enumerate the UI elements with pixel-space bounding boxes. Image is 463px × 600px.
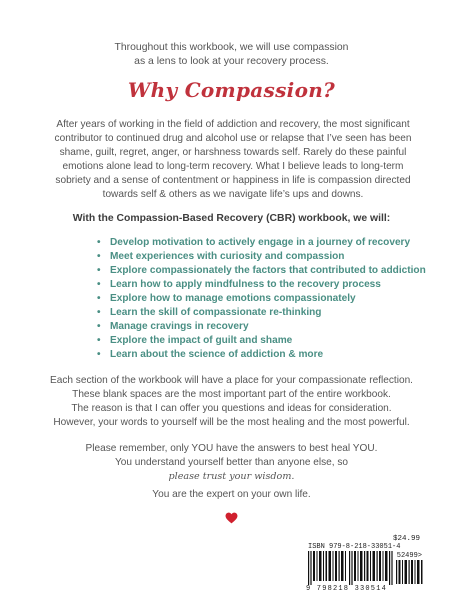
bullet-dot: • — [97, 320, 101, 332]
bullet-dot: • — [97, 264, 101, 276]
bullet-dot: • — [97, 237, 101, 248]
bullet-item — [97, 236, 426, 250]
closing-line: You are the expert on your own life. — [152, 489, 311, 500]
paragraph-line: sobriety and a sense of contentment or happiness in life is compassion directed — [55, 174, 411, 186]
paragraph-line: contributor to continued drug and alcohol use or relapse that I’ve seen has been — [54, 132, 412, 144]
bullet-item — [97, 292, 426, 306]
bullet-dot: • — [97, 250, 101, 262]
heart-icon — [225, 512, 238, 524]
bullet-item — [97, 334, 426, 348]
bullet-text: Learn how to apply mindfulness to the recovery process — [110, 278, 381, 290]
bullet-item — [97, 264, 426, 278]
bullet-item — [97, 306, 426, 320]
intro-line-1: Throughout this workbook, we will use compassion — [114, 42, 349, 53]
bullet-text: Meet experiences with curiosity and compassion — [110, 250, 345, 262]
section-heading: Why Compassion? — [127, 78, 336, 102]
bullet-dot: • — [97, 306, 101, 318]
bullet-dot: • — [97, 334, 101, 346]
paragraph-line: After years of working in the field of addiction and recovery, the most significant — [56, 119, 410, 130]
intro-text — [60, 41, 403, 69]
bullet-text: Explore how to manage emotions compassionately — [110, 292, 356, 304]
bullet-text: Learn the skill of compassionate re-thinking — [110, 306, 322, 318]
bullet-text: Develop motivation to actively engage in a journey of recovery — [110, 237, 411, 248]
bullet-item — [97, 320, 426, 334]
barcode-number: 9 798218 330514 — [306, 585, 388, 593]
paragraph-line — [30, 456, 433, 484]
addon-code: 52499> — [396, 552, 422, 560]
paragraph-line: The reason is that I can offer you questions and ideas for consideration. — [71, 403, 392, 414]
bullet-text: Explore compassionately the factors that contributed to addiction — [110, 264, 426, 276]
isbn-label: ISBN 979-8-218-33051-4 — [308, 543, 401, 551]
paragraph-why-compassion — [42, 118, 424, 201]
price-label: $24.99 — [392, 535, 420, 543]
addon-barcode-bars — [396, 560, 424, 584]
bullet-item — [97, 250, 426, 264]
paragraph-line: Each section of the workbook will have a place for your compassionate reflection. — [49, 375, 413, 386]
bullet-text: Learn about the science of addiction & more — [110, 348, 324, 360]
isbn-barcode — [304, 534, 428, 594]
bullet-dot: • — [97, 348, 101, 360]
bullet-item — [97, 278, 426, 292]
paragraph-line: However, your words to yourself will be the most healing and the most powerful. — [53, 417, 410, 428]
paragraph-remember — [30, 442, 433, 484]
barcode-bars — [308, 551, 394, 585]
bullet-dot: • — [97, 278, 101, 290]
paragraph-plain-text: You understand yourself better than anyone else, so — [114, 457, 349, 468]
bullet-item — [97, 348, 426, 362]
paragraph-line: emotions alone lead to long-term recovery. What I believe leads to long-term — [62, 160, 404, 172]
paragraph-reflection — [30, 374, 433, 430]
bullet-text: Manage cravings in recovery — [110, 320, 249, 332]
bullet-text: Explore the impact of guilt and shame — [110, 334, 293, 346]
paragraph-line: Please remember, only YOU have the answers to best heal YOU. — [85, 443, 378, 454]
cbr-lead-text: With the Compassion-Based Recovery (CBR) workbook, we will: — [72, 213, 391, 224]
bullet-list — [97, 236, 426, 362]
paragraph-line: shame, guilt, regret, anger, or harshness towards self. Rarely do these painful — [59, 146, 407, 158]
intro-line-2: as a lens to look at your recovery process. — [134, 56, 329, 67]
paragraph-line: These blank spaces are the most important part of the entire workbook. — [72, 389, 391, 400]
bullet-dot: • — [97, 292, 101, 304]
paragraph-line: towards self & others as we navigate life’s ups and downs. — [102, 188, 364, 200]
paragraph-italic-text: please trust your wisdom. — [168, 471, 295, 482]
